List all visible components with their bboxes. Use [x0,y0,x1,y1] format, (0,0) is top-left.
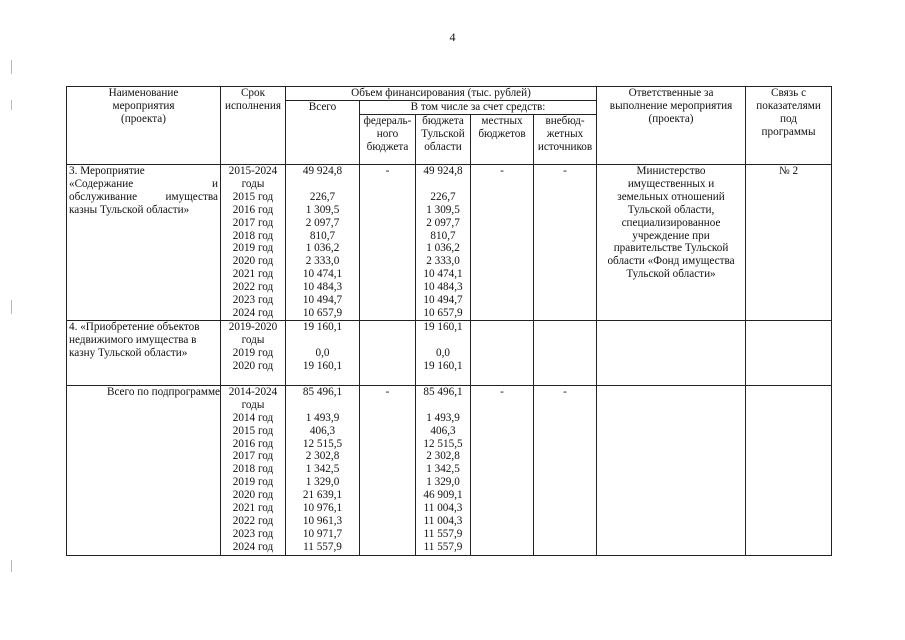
cell-line: 10 657,9 [302,306,343,319]
header-line: программы [761,125,816,138]
cell-line: 11 557,9 [423,527,463,540]
cell-line: 1 036,2 [305,242,340,255]
cell-name [67,165,221,321]
cell-line: 12 515,5 [423,437,463,450]
cell-line: 1 493,9 [305,411,340,424]
header-total: Всего [286,101,360,165]
header-line: бюджета [422,115,464,127]
header-line: Связь с [771,87,807,99]
cell-line: 10 484,3 [302,281,343,294]
cell-line: 10 484,3 [423,281,463,294]
cell-line: 2020 год [232,489,274,502]
cell-line: 1 309,5 [426,203,460,216]
cell-line: 11 557,9 [303,540,342,553]
cell-line: 2019-2020 [228,320,278,333]
cell-line: 10 494,7 [302,294,343,307]
cell-line: 2021 год [232,268,274,281]
cell-line [418,399,468,412]
cell-line: имущественных и [627,177,715,190]
cell-line: 10 971,7 [302,527,343,540]
cell-line: 2021 год [232,502,274,515]
header-line: внебюд- [545,115,585,127]
page-number: 4 [449,30,456,44]
cell-line: 19 160,1 [423,320,463,333]
cell-line: 46 909,1 [423,489,463,502]
cell-line: 2014-2024 [228,385,278,398]
cell-line: 49 924,8 [423,165,463,177]
cell-line: правительстве Тульской [613,242,729,255]
cell-line: казну Тульской области» [69,346,188,359]
cell-line: земельных отношений [617,190,725,203]
header-funding-group: Объем финансирования (тыс. рублей) [286,87,597,101]
cell-line: 2019 год [232,242,274,255]
cell-term [221,165,286,321]
header-line: Наименование [108,87,179,99]
cell-line: Тульской области» [626,268,716,281]
header-line: Тульской [421,127,465,140]
header-line: Срок [240,87,266,99]
cell-total [286,385,360,555]
cell-federal: - [360,385,416,555]
cell-federal [360,320,416,385]
cell-line: Всего по подпрограмме [106,385,220,398]
cell-responsible [597,320,746,385]
cell-local [471,320,534,385]
cell-line: 2016 год [232,437,274,450]
cell-line: 2024 год [232,306,274,319]
cell-line: 2019 год [232,346,274,359]
cell-line [288,334,357,347]
cell-line: 1 309,5 [305,203,340,216]
cell-line: 2017 год [232,216,274,229]
table-row [67,320,832,385]
cell-line: 2018 год [232,229,274,242]
cell-line: 10 976,1 [302,502,343,515]
cell-line: 12 515,5 [302,437,343,450]
header-line: (проекта) [648,112,694,125]
cell-extra: - [534,385,597,555]
cell-line: 406,3 [309,424,336,437]
cell-line: недвижимого имущества в [69,333,197,346]
header-line: области [424,140,462,153]
cell-line: 810,7 [430,229,456,242]
table-row [67,165,832,321]
cell-federal: - [360,165,416,321]
cell-line: 226,7 [309,190,336,203]
cell-line: 1 329,0 [305,476,340,489]
cell-line: 11 004,3 [423,514,463,527]
cell-line: 2 302,8 [305,450,340,463]
header-line: выполнение мероприятия [609,99,733,112]
cell-line: 2015 год [232,190,274,203]
header-line: под [780,112,797,125]
cell-line: 2019 год [232,476,274,489]
header-line: бюджетов [478,127,526,140]
header-federal [360,115,416,165]
header-line: исполнения [224,99,282,112]
cell-line: области «Фонд имущества [607,255,735,268]
cell-line: 2 097,7 [426,216,460,229]
cell-line: 2024 год [232,540,274,553]
margin-mark [11,300,12,314]
cell-responsible [597,385,746,555]
cell-extra [534,320,597,385]
cell-line: 1 036,2 [426,242,460,255]
cell-line: 85 496,1 [302,385,343,398]
header-line: местных [481,115,523,127]
header-responsible [597,87,746,165]
header-line: мероприятия [112,99,175,112]
table-row [67,385,832,555]
cell-name [67,385,221,555]
cell-line: 4. «Приобретение объектов [69,320,200,333]
header-regional [416,115,471,165]
cell-line: 3. Мероприятие [69,165,145,177]
cell-line: 10 961,3 [302,514,343,527]
cell-line: 11 557,9 [423,540,463,553]
cell-line: Тульской области, [627,203,715,216]
cell-local: - [471,385,534,555]
cell-regional [416,165,471,321]
cell-line: 2 333,0 [426,255,460,268]
cell-line: 810,7 [309,229,336,242]
header-term [221,87,286,165]
cell-term [221,385,286,555]
cell-line: 85 496,1 [423,385,463,398]
cell-term [221,320,286,385]
cell-line: 11 004,3 [423,502,463,515]
header-sources-group: В том числе за счет средств: [360,101,597,115]
header-line: Ответственные за [628,87,714,99]
cell-line: 2023 год [232,294,274,307]
cell-line: 2 097,7 [305,216,340,229]
cell-line: 226,7 [430,190,456,203]
cell-line [418,334,468,347]
cell-link: № 2 [746,165,832,321]
header-extra [534,115,597,165]
cell-line: 49 924,8 [302,165,343,177]
cell-line: 2018 год [232,463,274,476]
margin-mark [11,560,12,572]
cell-regional [416,385,471,555]
cell-line: 1 493,9 [426,411,460,424]
cell-link [746,320,832,385]
header-line: показателями [756,99,821,112]
header-line: (проекта) [120,112,166,125]
cell-line: 2017 год [232,450,274,463]
cell-name [67,320,221,385]
cell-line: 19 160,1 [302,320,343,333]
cell-line: 2 333,0 [305,255,340,268]
cell-line: специализированное [621,216,721,229]
cell-line: 406,3 [430,424,456,437]
cell-regional [416,320,471,385]
cell-line: 10 494,7 [423,294,463,307]
cell-line: годы [241,398,265,411]
cell-line: 10 657,9 [423,306,463,319]
cell-line: 19 160,1 [423,359,463,372]
cell-line: 10 474,1 [423,268,463,281]
cell-line: годы [241,333,265,346]
cell-line: 2016 год [232,203,274,216]
cell-line: обслуживание имущества [69,190,218,203]
cell-link [746,385,832,555]
cell-line: казны Тульской области» [69,203,190,216]
cell-line: учреждение при [632,229,710,242]
cell-line: 21 639,1 [302,489,343,502]
header-line: федераль- [363,115,412,127]
margin-mark [11,100,12,110]
cell-line: 1 329,0 [426,476,460,489]
cell-line: 2 302,8 [426,450,460,463]
cell-line: 0,0 [315,346,330,359]
cell-line: 2015-2024 [228,165,278,177]
header-line: источников [537,140,593,153]
cell-line: 19 160,1 [302,359,343,372]
cell-line: Министерство [636,165,706,177]
cell-line: годы [241,177,265,190]
cell-line: 2020 год [232,359,274,372]
cell-line: 1 342,5 [305,463,340,476]
header-line: бюджета [366,140,409,153]
cell-line: 2023 год [232,527,274,540]
cell-extra: - [534,165,597,321]
cell-line: 2020 год [232,255,274,268]
header-name [67,87,221,165]
header-line: жетных [546,127,584,140]
funding-table [66,86,832,556]
cell-local: - [471,165,534,321]
cell-responsible [597,165,746,321]
table-body [67,165,832,556]
cell-line: 1 342,5 [426,463,460,476]
cell-line: 2022 год [232,281,274,294]
cell-line: 0,0 [436,346,450,359]
cell-line: 2022 год [232,514,274,527]
cell-line: 2014 год [232,411,274,424]
header-link [746,87,832,165]
cell-line: «Содержание и [69,177,218,190]
cell-line: 2015 год [232,424,274,437]
cell-line [418,178,468,191]
margin-mark [11,60,12,74]
cell-line [288,178,357,191]
cell-total [286,165,360,321]
cell-line: 10 474,1 [302,268,343,281]
header-line: ного [376,127,399,140]
cell-line [288,399,357,412]
cell-total [286,320,360,385]
header-local [471,115,534,165]
